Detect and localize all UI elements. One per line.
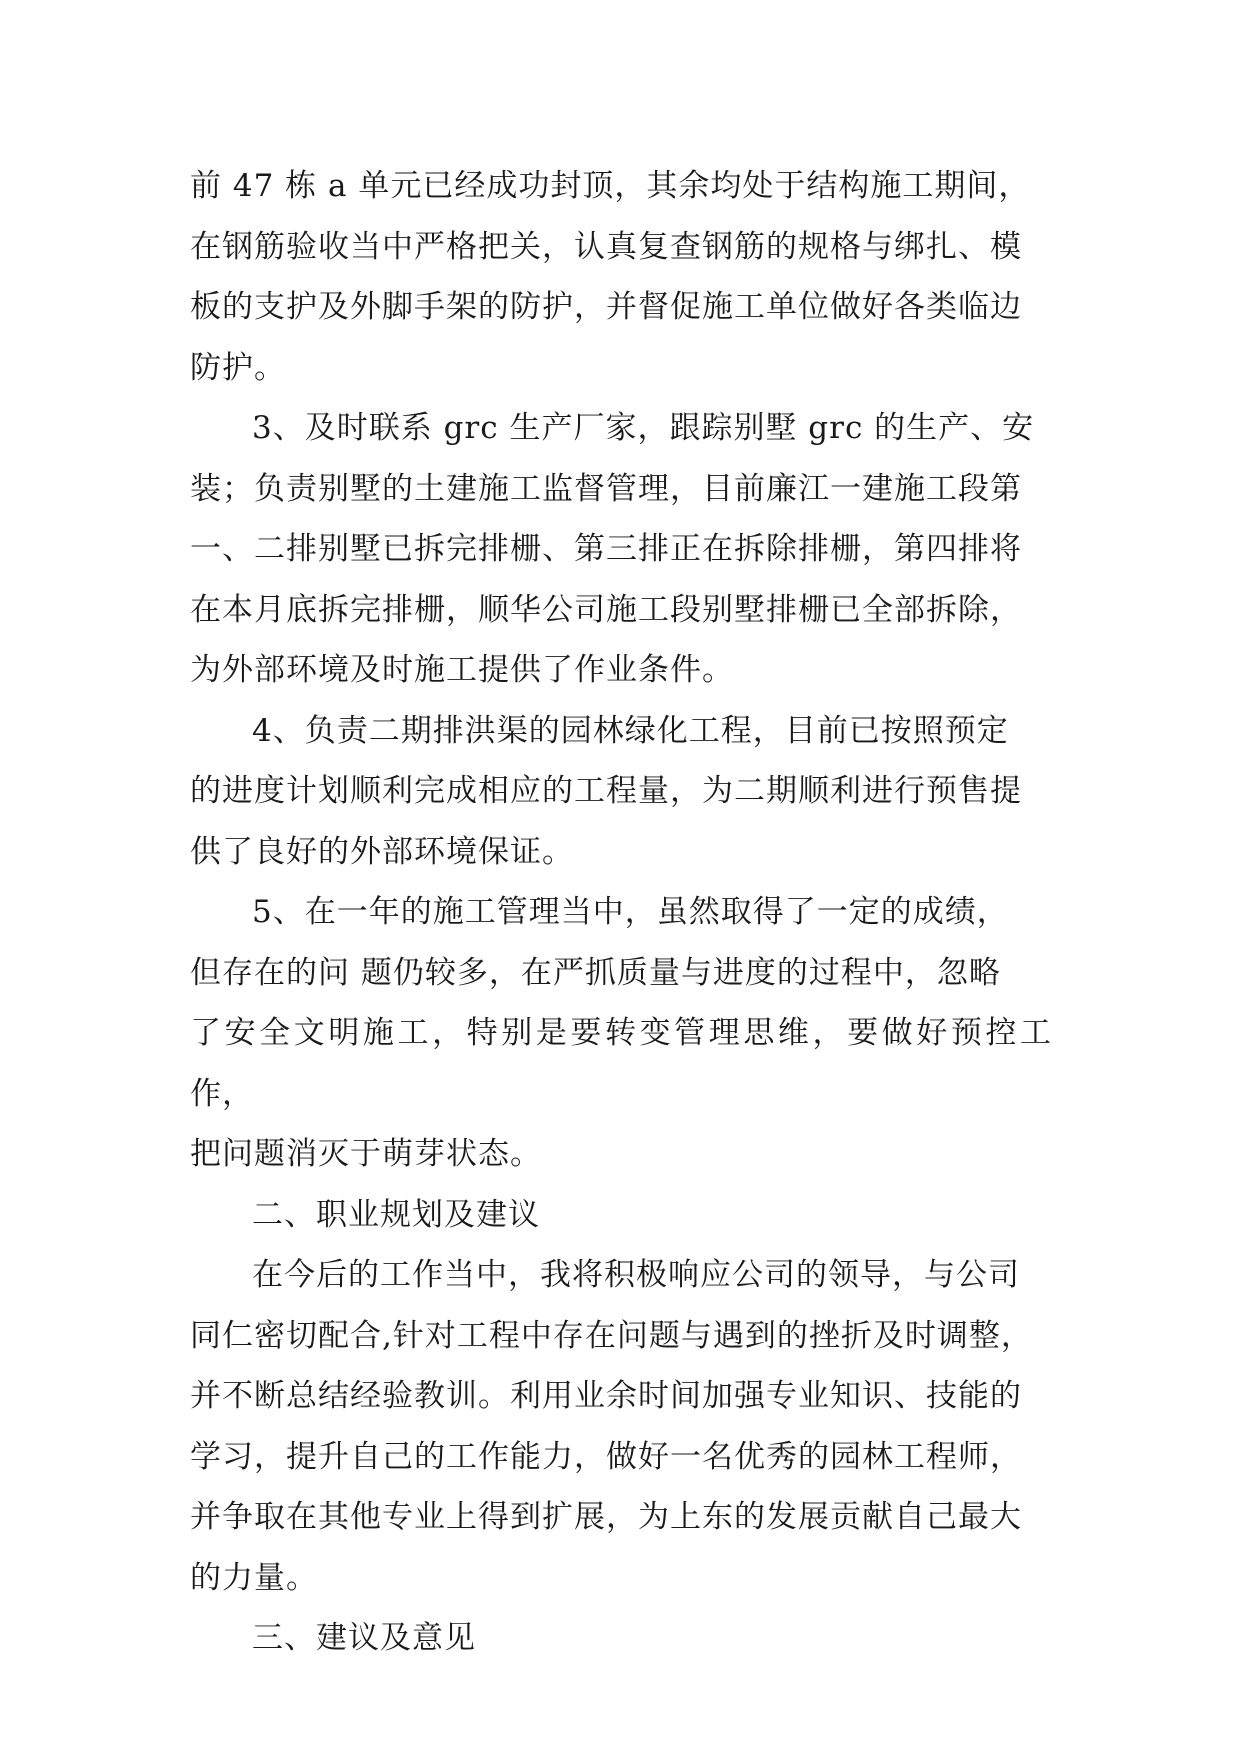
paragraph-item-5 xyxy=(190,882,1052,1185)
text-line: 前 47 栋 a 单元已经成功封顶，其余均处于结构施工期间， xyxy=(190,168,1031,204)
text-line: 在今后的工作当中，我将积极响应公司的领导，与公司 xyxy=(252,1257,1020,1293)
text-line: 学习，提升自己的工作能力，做好一名优秀的园林工程师， xyxy=(190,1438,1022,1475)
text-line: 装；负责别墅的土建施工监督管理，目前廉江一建施工段第 xyxy=(190,470,1022,507)
heading-text: 三、建议及意见 xyxy=(252,1620,476,1656)
text-line: 把问题消灭于萌芽状态。 xyxy=(190,1136,542,1172)
text-line: 但存在的问 题仍较多，在严抓质量与进度的过程中，忽略 xyxy=(190,954,1001,991)
text-line: 了安全文明施工，特别是要转变管理思维，要做好预控工作， xyxy=(190,1015,1052,1112)
text-line: 板的支护及外脚手架的防护，并督促施工单位做好各类临边 xyxy=(190,289,1022,325)
text-line: 供了良好的外部环境保证。 xyxy=(190,833,574,870)
section-heading-3 xyxy=(190,1608,1052,1669)
text-line: 在本月底拆完排栅，顺华公司施工段别墅排栅已全部拆除， xyxy=(190,591,1022,628)
text-line: 并争取在其他专业上得到扩展，为上东的发展贡献自己最大 xyxy=(190,1499,1022,1535)
text-line: 为外部环境及时施工提供了作业条件。 xyxy=(190,652,734,688)
text-line: 的力量。 xyxy=(190,1559,318,1596)
text-line: 同仁密切配合,针对工程中存在问题与遇到的挫折及时调整， xyxy=(190,1317,1033,1354)
paragraph-item-3 xyxy=(190,398,1052,701)
paragraph-career-plan xyxy=(190,1245,1052,1608)
paragraph-item-4 xyxy=(190,701,1052,883)
text-line: 在钢筋验收当中严格把关，认真复查钢筋的规格与绑扎、模 xyxy=(190,228,1022,265)
text-line: 3、及时联系 grc 生产厂家，跟踪别墅 grc 的生产、安 xyxy=(252,410,1035,446)
text-line: 一、二排别墅已拆完排栅、第三排正在拆除排栅，第四排将 xyxy=(190,531,1022,567)
text-line: 并不断总结经验教训。利用业余时间加强专业知识、技能的 xyxy=(190,1378,1022,1414)
paragraph-continuation xyxy=(190,156,1052,398)
text-line: 防护。 xyxy=(190,349,286,386)
document-body xyxy=(190,156,1052,1669)
text-line: 的进度计划顺利完成相应的工程量，为二期顺利进行预售提 xyxy=(190,773,1022,809)
heading-text: 二、职业规划及建议 xyxy=(252,1196,540,1233)
text-line: 5、在一年的施工管理当中，虽然取得了一定的成绩， xyxy=(252,894,1009,930)
section-heading-2 xyxy=(190,1185,1052,1246)
text-line: 4、负责二期排洪渠的园林绿化工程，目前已按照预定 xyxy=(252,712,1009,749)
